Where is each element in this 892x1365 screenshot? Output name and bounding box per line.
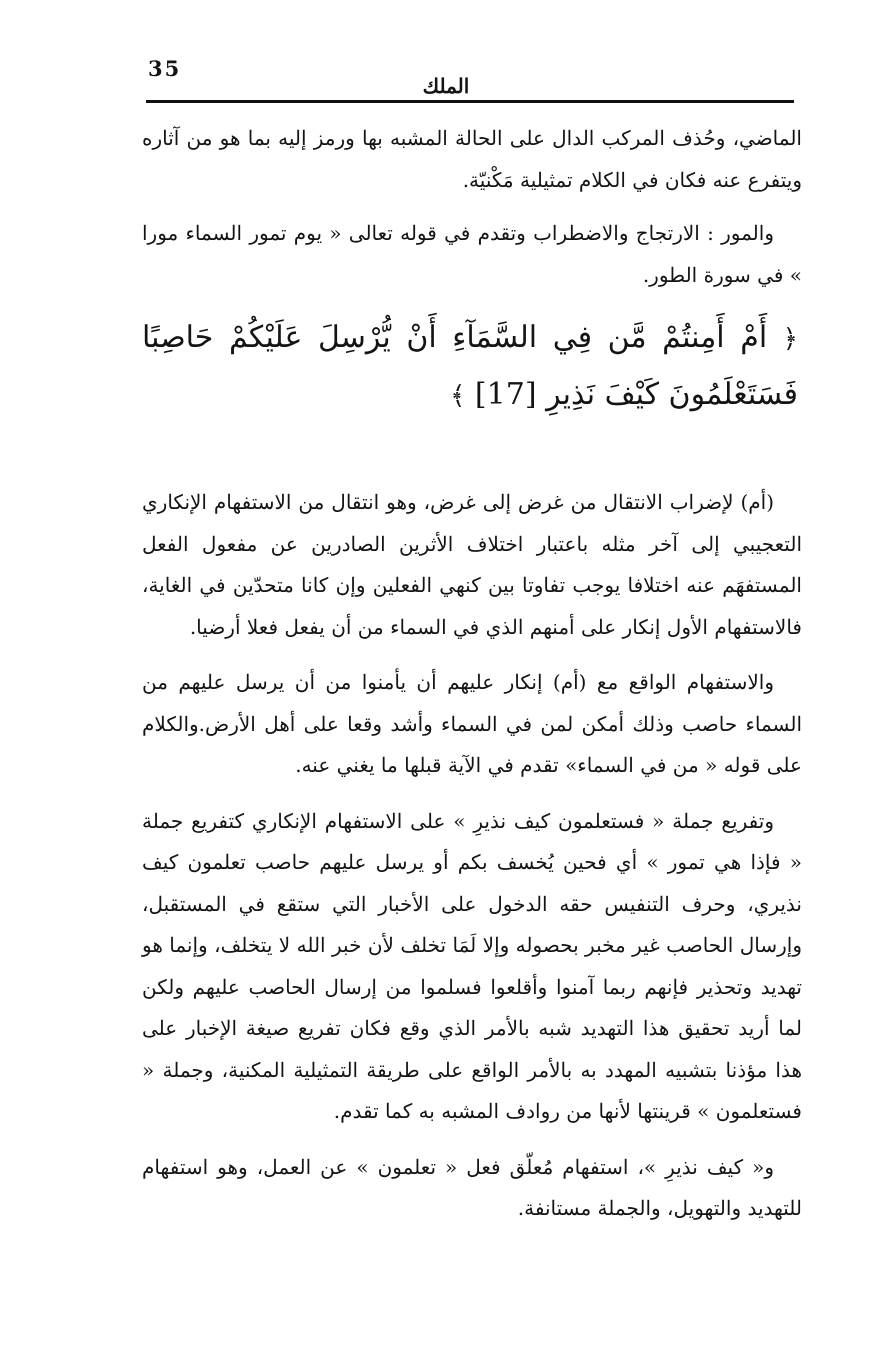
paragraph-continued: الماضي، وحُذف المركب الدال على الحالة المشبه بها ورمز إليه بما هو من آثاره ويتفرع عنه فكان في الكلام تمثيلية مَكْنيّة. — [142, 126, 802, 192]
header-rule — [146, 100, 794, 103]
verse-open-ornament: ﴿ — [782, 324, 798, 354]
page-number: 35 — [148, 56, 182, 81]
quran-verse — [142, 310, 802, 424]
verse-close-ornament: ﴾ — [450, 381, 466, 411]
verse-text: أَمْ أَمِنتُمْ مَّن فِي السَّمَآءِ أَنْ يُّرْسِلَ عَلَيْكُمْ حَاصِبًا فَسَتَعْلَمُونَ كَيْفَ نَذِيرِ — [142, 320, 798, 412]
running-header-title: الملك — [422, 74, 470, 98]
verse-number: [17] — [474, 377, 537, 412]
paragraph-am-explanation: (أم) لإضراب الانتقال من غرض إلى غرض، وهو انتقال من الاستفهام الإنكاري التعجيبي إلى آخر مثله باعتبار اختلاف الأثرين الصادرين عن مفعول الفعل المستفهَم عنه اختلافا يوجب تفاوتا بين كنهي الفعلين وإن كانا متحدّين في الغاية، فالاستفهام الأول إنكار على أمنهم الذي في السماء من أن يفعل فعلا أرضيا. — [142, 490, 802, 639]
paragraph-mawr-definition: والمور : الارتجاج والاضطراب وتقدم في قوله تعالى « يوم تمور السماء مورا » في سورة الطور. — [142, 221, 802, 287]
page-body — [142, 118, 802, 1244]
paragraph-tafri: وتفريع جملة « فستعلمون كيف نذيرِ » على الاستفهام الإنكاري كتفريع جملة « فإذا هي تمور » أي فحين يُخسف بكم أو يرسل عليهم حاصب تعلمون كيف نذيري، وحرف التنفيس حقه الدخول على الأخبار التي ستقع في المستقبل، وإرسال الحاصب غير مخبر بحصوله وإلا لَمَا تخلف لأن خبر الله لا يتخلف، وإنما هو تهديد وتحذير فإنهم ربما آمنوا وأقلعوا فسلموا من إرسال الحاصب عليهم ولكن لما أريد تحقيق هذا التهديد شبه بالأمر الذي وقع فكان تفريع صيغة الإخبار على هذا مؤذنا بتشبيه المهدد به بالأمر الواقع على طريقة التمثيلية المكنية، وجملة « فستعلمون » قرينتها لأنها من روادف المشبه به كما تقدم. — [142, 808, 802, 1123]
paragraph-kayfa-nadhir: و« كيف نذيرِ »، استفهام مُعلّق فعل « تعلمون » عن العمل، وهو استفهام للتهديد والتهويل، والجملة مستانفة. — [142, 1154, 802, 1220]
paragraph-istifham: والاستفهام الواقع مع (أم) إنكار عليهم أن يأمنوا من أن يرسل عليهم من السماء حاصب وذلك أمكن لمن في السماء وأشد وقعا على أهل الأرض.والكلام على قوله « من في السماء» تقدم في الآية قبلها ما يغني عنه. — [142, 670, 802, 777]
